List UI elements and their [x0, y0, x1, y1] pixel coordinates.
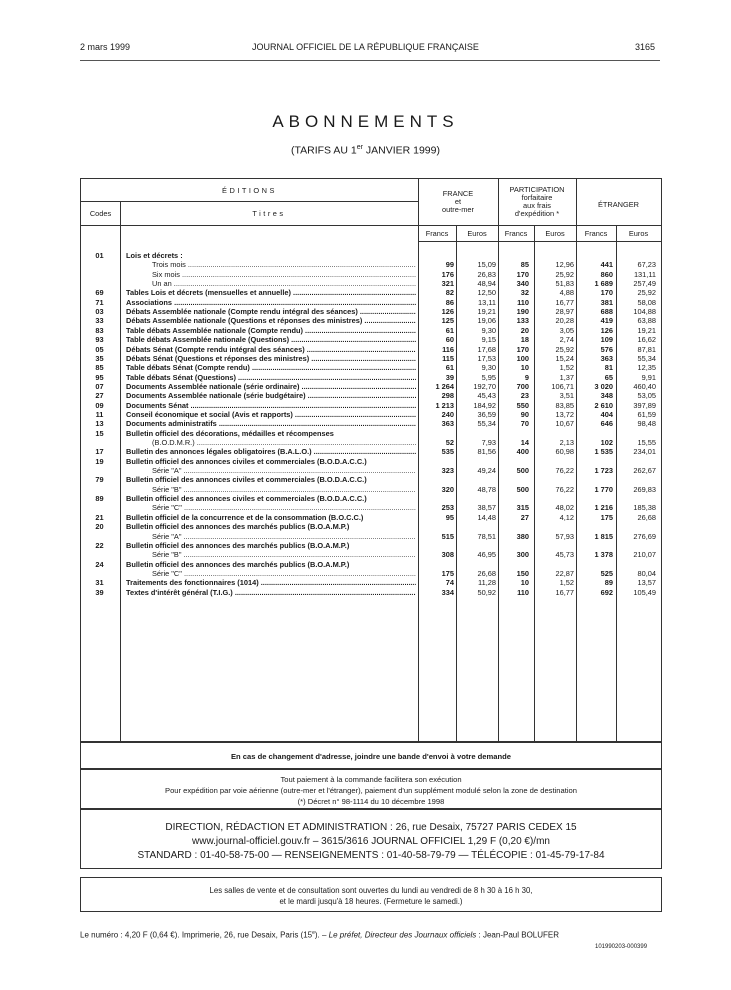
- row-code: 21: [95, 512, 104, 522]
- row-code: 03: [95, 307, 104, 317]
- row-code: 05: [95, 344, 104, 354]
- row-value: 61: [445, 363, 454, 373]
- row-title: Bulletin officiel de la concurrence et de la consommation (B.O.C.C.): [126, 512, 364, 522]
- row-code: 89: [95, 494, 104, 504]
- row-value: 53,05: [637, 391, 656, 401]
- row-value: 133: [516, 316, 529, 326]
- row-value: 55,34: [637, 353, 656, 363]
- row-value: 89: [604, 578, 613, 588]
- row-value: 48,02: [555, 503, 574, 513]
- row-value: 81,56: [477, 447, 496, 457]
- row-code: 31: [95, 578, 104, 588]
- row-value: 23: [520, 391, 529, 401]
- row-value: 210,07: [633, 550, 656, 560]
- row-value: 57,93: [555, 531, 574, 541]
- row-code: 79: [95, 475, 104, 485]
- row-value: 340: [516, 279, 529, 289]
- row-value: 380: [516, 531, 529, 541]
- row-value: 9,30: [481, 363, 496, 373]
- row-code: 09: [95, 400, 104, 410]
- row-value: 49,24: [477, 466, 496, 476]
- row-code: 20: [95, 522, 104, 532]
- row-value: 12,96: [555, 260, 574, 270]
- row-value: 150: [516, 568, 529, 578]
- table-row: [80, 401, 662, 410]
- row-value: 1 213: [435, 400, 454, 410]
- row-title: Lois et décrets :: [126, 251, 183, 260]
- table-row: [80, 298, 662, 307]
- payment-info: Tout paiement à la commande facilitera son exécution Pour expédition par voie aérienne (outre-mer et l'étranger), paiement d'un supplément modulé selon la zone de destination (*) Décret n° 98-1114 du 10 décembre 1998: [80, 769, 662, 809]
- row-value: 19,21: [477, 307, 496, 317]
- row-title: Documents Assemblée nationale (série budgétaire) .....: [126, 391, 416, 400]
- row-value: 11,28: [478, 578, 496, 588]
- row-value: 404: [600, 409, 613, 419]
- row-value: 32: [520, 288, 529, 298]
- etranger-francs-header: Francs: [584, 229, 608, 238]
- row-value: 4,88: [559, 288, 574, 298]
- row-value: 86: [445, 297, 454, 307]
- row-code: 15: [95, 428, 104, 438]
- row-value: 27: [520, 512, 529, 522]
- row-value: 276,69: [633, 531, 656, 541]
- row-value: 9,30: [481, 325, 496, 335]
- row-title: Série "A" .....: [152, 532, 416, 541]
- header-divider: [80, 60, 660, 61]
- row-value: 190: [516, 307, 529, 317]
- table-row: [80, 485, 662, 494]
- row-title: Débats Sénat (Compte rendu intégral des séances) .....: [126, 345, 416, 354]
- row-code: 19: [95, 456, 104, 466]
- table-row: [80, 270, 662, 279]
- row-value: 16,77: [555, 297, 574, 307]
- france-francs-header: Francs: [425, 229, 449, 238]
- row-value: 1 535: [594, 447, 613, 457]
- row-value: 115: [442, 353, 454, 363]
- row-title: Documents Assemblée nationale (série ordinaire) .....: [126, 382, 416, 391]
- footer-text: Le numéro : 4,20 F (0,64 €). Imprimerie, 26, rue Desaix, Paris (15e). – Le préfet, Directeur des Journaux officiels : Jean-Paul BOLUFER: [80, 930, 560, 940]
- row-value: 51,83: [555, 279, 574, 289]
- row-value: 125: [441, 316, 454, 326]
- row-value: 3 020: [594, 381, 613, 391]
- contact-info: DIRECTION, RÉDACTION ET ADMINISTRATION : 26, rue Desaix, 75727 PARIS CEDEX 15 www.journal-officiel.gouv.fr – 3615/3616 JOURNAL OFFICIEL 1,29 F (0,20 €)/mn STANDARD : 01-40-58-75-00 — RENSEIGNEMENTS : 01-40-58-79-79 — TÉLÉCOPIE : 01-45-79-17-84: [80, 809, 662, 869]
- row-code: 24: [95, 559, 104, 569]
- row-value: 692: [600, 587, 613, 597]
- row-value: 26,68: [637, 512, 656, 522]
- row-value: 185,38: [633, 503, 656, 513]
- table-row: [80, 335, 662, 344]
- row-title: Trois mois .....: [152, 260, 416, 269]
- row-value: 500: [516, 466, 529, 476]
- row-value: 17,68: [477, 344, 496, 354]
- row-value: 860: [600, 269, 613, 279]
- row-title: Série "B" .....: [152, 485, 416, 494]
- page-subtitle: (TARIFS AU 1er JANVIER 1999): [290, 144, 440, 157]
- row-value: 39: [445, 372, 454, 382]
- row-title: Débats Assemblée nationale (Questions et réponses des ministres) .....: [126, 316, 416, 325]
- table-row: [80, 494, 662, 503]
- row-value: 82: [445, 288, 454, 298]
- row-value: 10,67: [555, 419, 574, 429]
- codes-header: Codes: [89, 209, 112, 218]
- row-value: 1 689: [594, 279, 613, 289]
- row-title: Bulletin officiel des annonces civiles et commerciales (B.O.D.A.C.C.): [126, 456, 367, 466]
- row-value: 308: [441, 550, 454, 560]
- print-code: 101990203-000399: [595, 944, 648, 950]
- row-value: 12,35: [637, 363, 656, 373]
- header-page-number: 3165: [635, 42, 656, 52]
- row-code: 17: [95, 447, 104, 457]
- row-value: 46,95: [477, 550, 496, 560]
- row-value: 83,85: [555, 400, 574, 410]
- row-value: 16,77: [555, 587, 574, 597]
- row-title: Bulletin officiel des annonces civiles et commerciales (B.O.D.A.C.C.): [126, 475, 367, 485]
- table-row: [80, 429, 662, 438]
- row-value: 9,15: [481, 335, 496, 345]
- row-title: Table débats Sénat (Compte rendu) .....: [126, 363, 416, 372]
- row-value: 1 216: [594, 503, 613, 513]
- row-value: 320: [441, 484, 454, 494]
- row-value: 110: [517, 587, 529, 597]
- row-value: 192,70: [473, 381, 496, 391]
- row-value: 74: [445, 578, 454, 588]
- row-value: 9: [524, 372, 529, 382]
- row-value: 184,92: [473, 400, 496, 410]
- row-code: 83: [95, 325, 104, 335]
- row-title: Série "B" .....: [152, 550, 416, 559]
- table-row: [80, 288, 662, 297]
- row-value: 525: [600, 568, 613, 578]
- row-value: 58,08: [637, 297, 656, 307]
- etranger-header: ÉTRANGER: [597, 200, 640, 209]
- table-row: [80, 419, 662, 428]
- row-value: 10: [520, 363, 529, 373]
- table-row: [80, 475, 662, 484]
- row-value: 90: [520, 409, 529, 419]
- row-title: Six mois .....: [152, 270, 416, 279]
- row-code: 01: [95, 251, 104, 260]
- participation-euros-header: Euros: [545, 229, 565, 238]
- table-row: [80, 466, 662, 475]
- page-title: ABONNEMENTS: [272, 112, 459, 131]
- row-value: 13,57: [637, 578, 656, 588]
- row-value: 81: [604, 363, 613, 373]
- row-value: 240: [441, 409, 454, 419]
- row-title: Bulletin officiel des annonces des marchés publics (B.O.A.M.P.): [126, 540, 350, 550]
- row-value: 100: [516, 353, 529, 363]
- row-code: 07: [95, 381, 104, 391]
- row-value: 1 815: [594, 531, 613, 541]
- row-title: Conseil économique et social (Avis et rapports) .....: [126, 410, 416, 419]
- table-row: [80, 569, 662, 578]
- row-value: 76,22: [555, 484, 574, 494]
- row-value: 397,89: [633, 400, 656, 410]
- row-value: 576: [600, 344, 613, 354]
- row-title: Bulletin officiel des annonces des marchés publics (B.O.A.M.P.): [126, 522, 350, 532]
- row-value: 3,05: [559, 325, 574, 335]
- row-value: 1,52: [559, 363, 574, 373]
- row-value: 315: [516, 503, 529, 513]
- table-row: [80, 588, 662, 597]
- table-row: [80, 410, 662, 419]
- row-value: 12,50: [477, 288, 496, 298]
- row-value: 25,92: [555, 344, 574, 354]
- row-code: 11: [95, 409, 104, 419]
- row-title: Tables Lois et décrets (mensuelles et annuelle) .....: [126, 288, 416, 297]
- row-value: 52: [445, 438, 454, 447]
- table-row: [80, 326, 662, 335]
- table-row: [80, 503, 662, 512]
- row-value: 253: [441, 503, 454, 513]
- row-value: 50,92: [477, 587, 496, 597]
- table-row: [80, 279, 662, 288]
- row-value: 7,93: [481, 438, 496, 447]
- row-value: 323: [441, 466, 454, 476]
- table-row: [80, 354, 662, 363]
- row-value: 400: [516, 447, 529, 457]
- row-title: Bulletin officiel des annonces des marchés publics (B.O.A.M.P.): [126, 559, 350, 569]
- row-value: 234,01: [633, 447, 656, 457]
- row-title: Documents administratifs .....: [126, 419, 416, 428]
- row-value: 63,88: [637, 316, 656, 326]
- row-value: 26,68: [477, 568, 496, 578]
- row-title: Bulletin officiel des décorations, médailles et récompenses: [126, 428, 334, 438]
- row-value: 5,95: [481, 372, 496, 382]
- row-value: 1,37: [559, 372, 574, 382]
- header-journal-name: JOURNAL OFFICIEL DE LA RÉPUBLIQUE FRANÇAISE: [252, 42, 479, 52]
- row-value: 36,59: [477, 409, 496, 419]
- row-value: 60: [445, 335, 454, 345]
- row-value: 131,11: [633, 269, 656, 279]
- row-title: Table débats Sénat (Questions) .....: [126, 373, 416, 382]
- france-header: FRANCE et outre-mer: [441, 189, 475, 214]
- row-title: Associations .....: [126, 298, 416, 307]
- row-value: 15,09: [477, 260, 496, 270]
- row-code: 95: [95, 372, 104, 382]
- row-code: 27: [95, 391, 104, 401]
- row-value: 55,34: [477, 419, 496, 429]
- row-code: 39: [95, 587, 104, 597]
- row-value: 20,28: [555, 316, 574, 326]
- table-row: [80, 522, 662, 531]
- row-code: 13: [95, 419, 104, 429]
- row-value: 18: [520, 335, 529, 345]
- row-value: 80,04: [637, 568, 656, 578]
- row-title: Textes d'intérêt général (T.I.G.) .....: [126, 588, 416, 597]
- row-value: 126: [600, 325, 613, 335]
- row-value: 700: [516, 381, 529, 391]
- row-value: 95: [445, 512, 454, 522]
- row-value: 1 264: [435, 381, 454, 391]
- row-code: 93: [95, 335, 104, 345]
- row-value: 1,52: [559, 578, 574, 588]
- table-row: [80, 513, 662, 522]
- table-row: [80, 541, 662, 550]
- row-code: 85: [95, 363, 104, 373]
- table-row: [80, 457, 662, 466]
- table-row: [80, 307, 662, 316]
- row-value: 348: [600, 391, 613, 401]
- row-value: 334: [441, 587, 454, 597]
- row-value: 363: [600, 353, 613, 363]
- row-value: 170: [600, 288, 613, 298]
- row-value: 300: [516, 550, 529, 560]
- table-row: [80, 532, 662, 541]
- row-value: 26,83: [477, 269, 496, 279]
- row-value: 25,92: [555, 269, 574, 279]
- row-value: 48,94: [477, 279, 496, 289]
- row-title: Série "A" .....: [152, 466, 416, 475]
- row-value: 76,22: [555, 466, 574, 476]
- row-value: 116: [442, 344, 454, 354]
- row-value: 321: [441, 279, 454, 289]
- row-value: 126: [441, 307, 454, 317]
- france-euros-header: Euros: [467, 229, 487, 238]
- row-value: 381: [600, 297, 613, 307]
- row-value: 20: [520, 325, 529, 335]
- address-change-notice: En cas de changement d'adresse, joindre une bande d'envoi à votre demande: [80, 742, 662, 769]
- table-row: [80, 447, 662, 456]
- table-row: [80, 382, 662, 391]
- row-title: Un an .....: [152, 279, 416, 288]
- row-title: Débats Assemblée nationale (Compte rendu intégral des séances) .....: [126, 307, 416, 316]
- table-row: [80, 560, 662, 569]
- row-value: 78,51: [477, 531, 496, 541]
- row-value: 500: [516, 484, 529, 494]
- row-value: 1 770: [594, 484, 613, 494]
- row-value: 1 378: [594, 550, 613, 560]
- row-value: 13,11: [478, 297, 496, 307]
- row-title: Série "C" .....: [152, 503, 416, 512]
- row-value: 269,83: [633, 484, 656, 494]
- row-value: 109: [600, 335, 613, 345]
- row-value: 419: [600, 316, 613, 326]
- table-row: [80, 316, 662, 325]
- row-code: 71: [95, 297, 104, 307]
- table-row: [80, 550, 662, 559]
- table-row: [80, 260, 662, 269]
- row-code: 69: [95, 288, 104, 298]
- row-value: 262,67: [633, 466, 656, 476]
- row-title: Documents Sénat .....: [126, 401, 416, 410]
- row-value: 28,97: [555, 307, 574, 317]
- row-value: 176: [441, 269, 454, 279]
- row-code: 35: [95, 353, 104, 363]
- row-title: Table débats Assemblée nationale (Compte rendu) .....: [126, 326, 416, 335]
- table-row: [80, 391, 662, 400]
- header-date: 2 mars 1999: [80, 42, 131, 52]
- row-value: 61,59: [637, 409, 656, 419]
- editions-header: ÉDITIONS: [222, 186, 277, 195]
- row-value: 10: [520, 578, 529, 588]
- row-value: 535: [441, 447, 454, 457]
- row-value: 2 610: [594, 400, 613, 410]
- row-value: 175: [441, 568, 454, 578]
- row-value: 110: [517, 297, 529, 307]
- row-value: 19,21: [637, 325, 656, 335]
- row-value: 60,98: [555, 447, 574, 457]
- table-row: [80, 578, 662, 587]
- row-value: 170: [516, 344, 529, 354]
- row-value: 106,71: [551, 381, 574, 391]
- etranger-euros-header: Euros: [628, 229, 649, 238]
- participation-francs-header: Francs: [504, 229, 528, 238]
- row-value: 4,12: [559, 512, 574, 522]
- row-value: 19,06: [477, 316, 496, 326]
- row-title: Bulletin des annonces légales obligatoires (B.A.L.O.) .....: [126, 447, 416, 456]
- row-title: Table débats Assemblée nationale (Questions) .....: [126, 335, 416, 344]
- row-value: 17,53: [477, 353, 496, 363]
- row-value: 2,74: [559, 335, 574, 345]
- row-value: 170: [516, 269, 529, 279]
- row-value: 48,78: [477, 484, 496, 494]
- row-value: 15,24: [555, 353, 574, 363]
- row-value: 2,13: [559, 438, 574, 447]
- row-value: 3,51: [559, 391, 574, 401]
- row-value: 515: [441, 531, 454, 541]
- row-value: 67,23: [637, 260, 656, 270]
- row-value: 25,92: [637, 288, 656, 298]
- table-row: [80, 363, 662, 372]
- row-value: 298: [441, 391, 454, 401]
- opening-hours: Les salles de vente et de consultation sont ouvertes du lundi au vendredi de 8 h 30 à 16 h 30, et le mardi jusqu'à 18 heures. (Fermeture le samedi.): [80, 877, 662, 912]
- table-row: [80, 345, 662, 354]
- row-value: 363: [441, 419, 454, 429]
- row-value: 550: [516, 400, 529, 410]
- table-row: [80, 251, 662, 260]
- row-value: 175: [600, 512, 613, 522]
- row-value: 65: [604, 372, 613, 382]
- row-value: 13,72: [555, 409, 574, 419]
- row-value: 45,43: [477, 391, 496, 401]
- row-title: Débats Sénat (Questions et réponses des ministres) .....: [126, 354, 416, 363]
- row-code: 22: [95, 540, 104, 550]
- row-value: 70: [520, 419, 529, 429]
- row-value: 22,87: [555, 568, 574, 578]
- row-value: 85: [520, 260, 529, 270]
- row-value: 646: [600, 419, 613, 429]
- row-value: 257,49: [633, 279, 656, 289]
- row-value: 105,49: [633, 587, 656, 597]
- row-value: 9,91: [641, 372, 656, 382]
- row-title: Série "C" .....: [152, 569, 416, 578]
- row-value: 15,55: [637, 438, 656, 447]
- row-title: Bulletin officiel des annonces civiles et commerciales (B.O.D.A.C.C.): [126, 494, 367, 504]
- table-row: [80, 438, 662, 447]
- row-value: 102: [600, 438, 613, 447]
- row-title: (B.O.D.M.R.) .....: [152, 438, 416, 447]
- row-value: 16,62: [637, 335, 656, 345]
- row-value: 104,88: [633, 307, 656, 317]
- row-value: 87,81: [637, 344, 656, 354]
- row-value: 441: [600, 260, 613, 270]
- row-value: 14: [520, 438, 529, 447]
- row-code: 33: [95, 316, 104, 326]
- row-value: 98,48: [637, 419, 656, 429]
- titres-header: Titres: [252, 209, 286, 218]
- row-value: 99: [445, 260, 454, 270]
- row-value: 14,48: [477, 512, 496, 522]
- row-value: 1 723: [594, 466, 613, 476]
- table-row: [80, 373, 662, 382]
- row-value: 38,57: [477, 503, 496, 513]
- participation-header: PARTICIPATION forfaitaire aux frais d'expédition *: [509, 185, 565, 218]
- row-value: 61: [445, 325, 454, 335]
- row-value: 688: [600, 307, 613, 317]
- row-title: Traitements des fonctionnaires (1014) .....: [126, 578, 416, 587]
- row-value: 460,40: [633, 381, 656, 391]
- row-value: 45,73: [555, 550, 574, 560]
